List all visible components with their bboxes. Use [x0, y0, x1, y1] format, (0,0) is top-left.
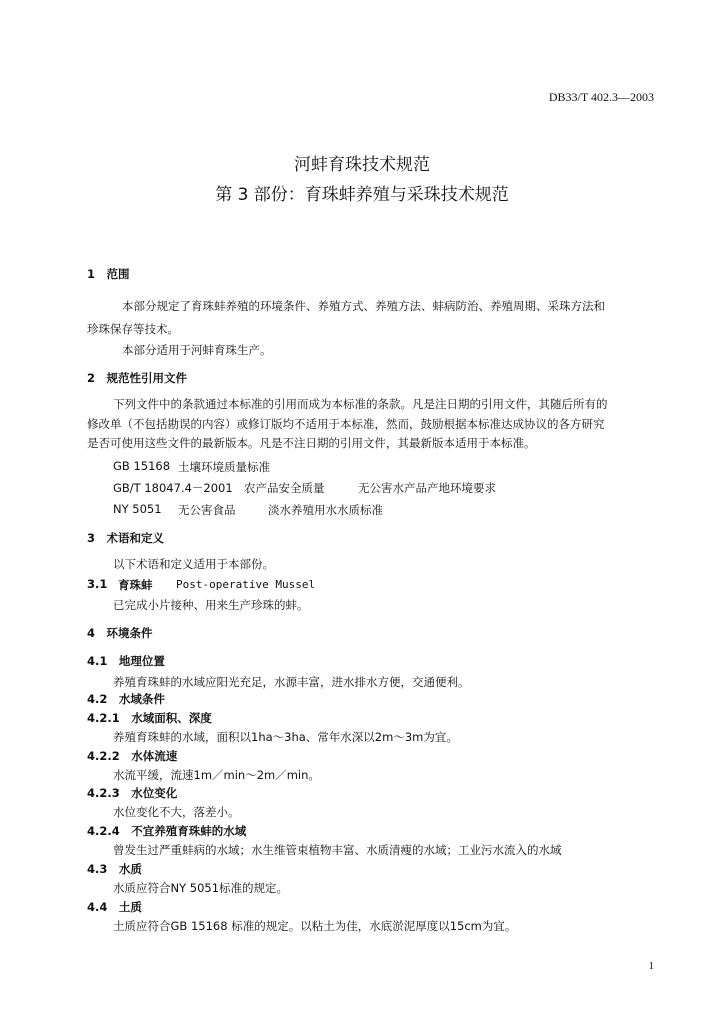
- document-title: 河蚌育珠技术规范: [294, 155, 430, 175]
- term-3-1-definition: 已完成小片接种、用来生产珍珠的蚌。: [113, 598, 309, 612]
- section-2-heading: 2 规范性引用文件: [87, 371, 188, 385]
- page-number: 1: [648, 960, 654, 972]
- clause-4-2-3-text: 水位变化不大，落差小。: [113, 805, 240, 819]
- clause-4-2-1-heading: 4.2.1 水域面积、深度: [87, 711, 212, 725]
- clause-4-2-1-text: 养殖育珠蚌的水域，面积以1ha～3ha、常年水深以2m～3m为宜。: [113, 730, 458, 744]
- section-2-para-b: 修改单（不包括勘误的内容）或修订版均不适用于本标准，然而，鼓励根据本标准达成协议的各方研究: [87, 417, 605, 431]
- clause-4-2-2-heading: 4.2.2 水体流速: [87, 749, 178, 763]
- section-3-para: 以下术语和定义适用于本部份。: [113, 557, 274, 571]
- section-1-para-2: 本部分适用于河蚌育珠生产。: [122, 343, 272, 357]
- ref-title-secondary: 淡水养殖用水水质标准: [268, 503, 383, 517]
- ref-code: GB/T 18047.4－2001: [113, 481, 233, 495]
- clause-4-2-2-text: 水流平缓，流速1m／min～2m／min。: [113, 768, 320, 782]
- standard-number: DB33/T 402.3—2003: [548, 90, 654, 104]
- section-2-para-a: 下列文件中的条款通过本标准的引用而成为本标准的条款。凡是注日期的引用文件，其随后所有的: [113, 397, 608, 411]
- clause-4-2-4-heading: 4.2.4 不宜养殖育珠蚌的水域: [87, 824, 247, 838]
- ref-code: NY 5051: [113, 502, 162, 516]
- clause-4-1-text: 养殖育珠蚌的水域应阳光充足，水源丰富，进水排水方便，交通便利。: [113, 675, 470, 689]
- ref-code: GB 15168: [113, 459, 171, 473]
- term-3-1-number: 3.1: [87, 577, 108, 591]
- section-1-para-1b: 珍珠保存等技术。: [87, 322, 179, 336]
- ref-title: 土壤环境质量标准: [178, 460, 270, 474]
- clause-4-4-text: 土质应符合GB 15168 标准的规定。以粘土为佳，水底淤泥厚度以15cm为宜。: [113, 919, 517, 933]
- term-3-1-english: Post-operative Mussel: [176, 578, 316, 591]
- section-3-heading: 3 术语和定义: [87, 531, 165, 545]
- clause-4-3-heading: 4.3 水质: [87, 862, 142, 876]
- clause-4-2-3-heading: 4.2.3 水位变化: [87, 786, 178, 800]
- ref-title: 农产品安全质量: [244, 481, 325, 495]
- clause-4-2-4-text: 曾发生过严重蚌病的水域；水生维管束植物丰富、水质清瘦的水域；工业污水流入的水域: [113, 843, 562, 857]
- section-4-heading: 4 环境条件: [87, 626, 153, 640]
- term-3-1-name: 育珠蚌: [118, 578, 153, 592]
- clause-4-2-heading: 4.2 水域条件: [87, 692, 165, 706]
- ref-title-secondary: 无公害水产品产地环境要求: [358, 481, 496, 495]
- section-2-para-c: 是否可使用这些文件的最新版本。凡是不注日期的引用文件，其最新版本适用于本标准。: [87, 436, 536, 450]
- clause-4-3-text: 水质应符合NY 5051标准的规定。: [113, 881, 289, 895]
- document-subtitle: 第 3 部份：育珠蚌养殖与采珠技术规范: [215, 185, 509, 205]
- section-1-para-1a: 本部分规定了育珠蚌养殖的环境条件、养殖方式、养殖方法、蚌病防治、养殖周期、采珠方法和: [122, 299, 605, 313]
- section-1-heading: 1 范围: [87, 267, 130, 281]
- clause-4-1-heading: 4.1 地理位置: [87, 654, 165, 668]
- clause-4-4-heading: 4.4 土质: [87, 900, 142, 914]
- ref-title: 无公害食品: [178, 503, 236, 517]
